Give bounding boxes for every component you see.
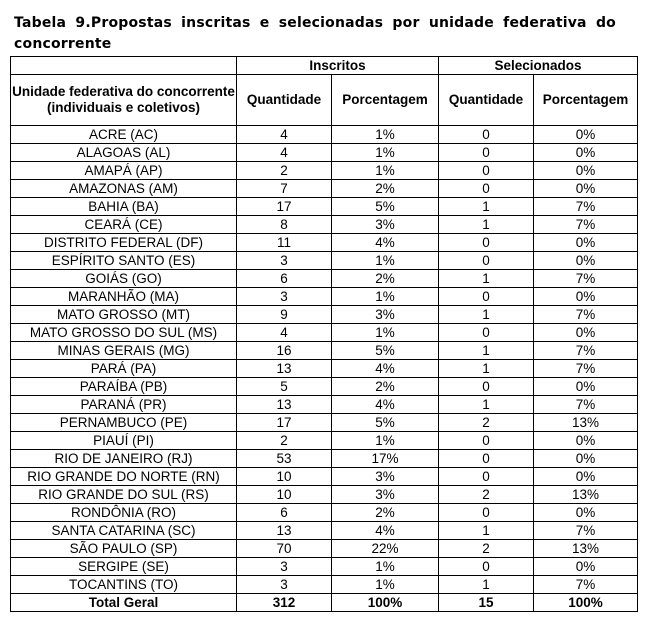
cell-porcentagem-selecionados: 7% bbox=[534, 342, 638, 360]
cell-uf: MARANHÃO (MA) bbox=[11, 288, 237, 306]
cell-quantidade-selecionados: 0 bbox=[439, 252, 534, 270]
cell-porcentagem-inscritos: 2% bbox=[332, 378, 439, 396]
cell-porcentagem-inscritos: 4% bbox=[332, 522, 439, 540]
cell-quantidade-selecionados: 1 bbox=[439, 360, 534, 378]
cell-quantidade-selecionados: 1 bbox=[439, 342, 534, 360]
cell-uf: CEARÁ (CE) bbox=[11, 216, 237, 234]
cell-porcentagem-selecionados: 0% bbox=[534, 180, 638, 198]
table-row bbox=[11, 270, 638, 288]
cell-quantidade-inscritos: 6 bbox=[237, 270, 332, 288]
total-cell-uf: Total Geral bbox=[11, 594, 237, 612]
group-header-row bbox=[11, 57, 638, 75]
cell-uf: GOIÁS (GO) bbox=[11, 270, 237, 288]
cell-porcentagem-inscritos: 5% bbox=[332, 414, 439, 432]
cell-porcentagem-inscritos: 2% bbox=[332, 504, 439, 522]
cell-quantidade-inscritos: 3 bbox=[237, 252, 332, 270]
cell-uf: PIAUÍ (PI) bbox=[11, 432, 237, 450]
cell-quantidade-selecionados: 0 bbox=[439, 468, 534, 486]
cell-quantidade-inscritos: 6 bbox=[237, 504, 332, 522]
cell-quantidade-selecionados: 1 bbox=[439, 270, 534, 288]
cell-quantidade-selecionados: 0 bbox=[439, 180, 534, 198]
cell-quantidade-selecionados: 1 bbox=[439, 198, 534, 216]
cell-quantidade-inscritos: 2 bbox=[237, 162, 332, 180]
cell-quantidade-inscritos: 17 bbox=[237, 414, 332, 432]
cell-porcentagem-inscritos: 5% bbox=[332, 342, 439, 360]
cell-quantidade-inscritos: 13 bbox=[237, 360, 332, 378]
cell-quantidade-selecionados: 2 bbox=[439, 486, 534, 504]
cell-quantidade-inscritos: 53 bbox=[237, 450, 332, 468]
table-row bbox=[11, 162, 638, 180]
cell-uf: RONDÔNIA (RO) bbox=[11, 504, 237, 522]
cell-quantidade-selecionados: 0 bbox=[439, 162, 534, 180]
column-header-quantidade-inscritos: Quantidade bbox=[237, 75, 332, 126]
cell-quantidade-selecionados: 0 bbox=[439, 288, 534, 306]
cell-porcentagem-selecionados: 0% bbox=[534, 468, 638, 486]
cell-quantidade-inscritos: 8 bbox=[237, 216, 332, 234]
cell-porcentagem-inscritos: 1% bbox=[332, 288, 439, 306]
cell-quantidade-inscritos: 16 bbox=[237, 342, 332, 360]
table-row bbox=[11, 468, 638, 486]
table-row bbox=[11, 450, 638, 468]
cell-porcentagem-selecionados: 7% bbox=[534, 306, 638, 324]
cell-quantidade-inscritos: 10 bbox=[237, 486, 332, 504]
cell-porcentagem-inscritos: 1% bbox=[332, 144, 439, 162]
cell-quantidade-selecionados: 1 bbox=[439, 306, 534, 324]
column-header-uf: Unidade federativa do concorrente (individuais e coletivos) bbox=[11, 75, 237, 126]
total-cell-quantidade-inscritos: 312 bbox=[237, 594, 332, 612]
table-row bbox=[11, 180, 638, 198]
table-row bbox=[11, 216, 638, 234]
cell-quantidade-inscritos: 4 bbox=[237, 324, 332, 342]
cell-porcentagem-selecionados: 0% bbox=[534, 126, 638, 144]
column-header-row bbox=[11, 75, 638, 126]
cell-porcentagem-selecionados: 0% bbox=[534, 324, 638, 342]
cell-uf: AMAZONAS (AM) bbox=[11, 180, 237, 198]
cell-quantidade-selecionados: 0 bbox=[439, 234, 534, 252]
cell-quantidade-inscritos: 3 bbox=[237, 576, 332, 594]
cell-quantidade-selecionados: 1 bbox=[439, 216, 534, 234]
cell-quantidade-selecionados: 0 bbox=[439, 126, 534, 144]
cell-porcentagem-inscritos: 2% bbox=[332, 270, 439, 288]
cell-uf: PERNAMBUCO (PE) bbox=[11, 414, 237, 432]
cell-porcentagem-inscritos: 1% bbox=[332, 432, 439, 450]
cell-porcentagem-inscritos: 4% bbox=[332, 396, 439, 414]
cell-uf: RIO GRANDE DO NORTE (RN) bbox=[11, 468, 237, 486]
cell-porcentagem-inscritos: 3% bbox=[332, 486, 439, 504]
empty-header-cell bbox=[11, 57, 237, 75]
total-cell-quantidade-selecionados: 15 bbox=[439, 594, 534, 612]
cell-porcentagem-selecionados: 0% bbox=[534, 504, 638, 522]
cell-quantidade-selecionados: 0 bbox=[439, 432, 534, 450]
cell-porcentagem-inscritos: 3% bbox=[332, 306, 439, 324]
table-row bbox=[11, 324, 638, 342]
cell-porcentagem-inscritos: 5% bbox=[332, 198, 439, 216]
cell-quantidade-inscritos: 7 bbox=[237, 180, 332, 198]
cell-porcentagem-selecionados: 0% bbox=[534, 450, 638, 468]
group-header-inscritos: Inscritos bbox=[237, 57, 439, 75]
table-row bbox=[11, 360, 638, 378]
cell-porcentagem-selecionados: 7% bbox=[534, 270, 638, 288]
table-row bbox=[11, 126, 638, 144]
cell-uf: PARANÁ (PR) bbox=[11, 396, 237, 414]
cell-porcentagem-inscritos: 4% bbox=[332, 360, 439, 378]
cell-porcentagem-inscritos: 4% bbox=[332, 234, 439, 252]
cell-uf: DISTRITO FEDERAL (DF) bbox=[11, 234, 237, 252]
cell-porcentagem-inscritos: 1% bbox=[332, 576, 439, 594]
cell-porcentagem-selecionados: 0% bbox=[534, 288, 638, 306]
table-row bbox=[11, 342, 638, 360]
cell-porcentagem-selecionados: 7% bbox=[534, 396, 638, 414]
cell-porcentagem-inscritos: 3% bbox=[332, 216, 439, 234]
cell-porcentagem-inscritos: 1% bbox=[332, 324, 439, 342]
cell-quantidade-inscritos: 3 bbox=[237, 288, 332, 306]
cell-uf: MINAS GERAIS (MG) bbox=[11, 342, 237, 360]
cell-quantidade-selecionados: 0 bbox=[439, 504, 534, 522]
cell-quantidade-inscritos: 70 bbox=[237, 540, 332, 558]
group-header-selecionados: Selecionados bbox=[439, 57, 638, 75]
table-body bbox=[11, 126, 638, 612]
cell-quantidade-inscritos: 10 bbox=[237, 468, 332, 486]
cell-quantidade-inscritos: 5 bbox=[237, 378, 332, 396]
total-row bbox=[11, 594, 638, 612]
cell-quantidade-selecionados: 1 bbox=[439, 522, 534, 540]
column-header-porcentagem-selecionados: Porcentagem bbox=[534, 75, 638, 126]
cell-porcentagem-inscritos: 1% bbox=[332, 162, 439, 180]
cell-uf: BAHIA (BA) bbox=[11, 198, 237, 216]
cell-uf: AMAPÁ (AP) bbox=[11, 162, 237, 180]
cell-uf: SANTA CATARINA (SC) bbox=[11, 522, 237, 540]
cell-uf: PARÁ (PA) bbox=[11, 360, 237, 378]
cell-uf: PARAÍBA (PB) bbox=[11, 378, 237, 396]
cell-porcentagem-inscritos: 1% bbox=[332, 558, 439, 576]
cell-quantidade-selecionados: 1 bbox=[439, 576, 534, 594]
cell-porcentagem-selecionados: 7% bbox=[534, 360, 638, 378]
cell-quantidade-inscritos: 2 bbox=[237, 432, 332, 450]
cell-porcentagem-inscritos: 17% bbox=[332, 450, 439, 468]
cell-porcentagem-selecionados: 0% bbox=[534, 252, 638, 270]
cell-porcentagem-selecionados: 0% bbox=[534, 558, 638, 576]
cell-quantidade-inscritos: 11 bbox=[237, 234, 332, 252]
cell-quantidade-inscritos: 13 bbox=[237, 396, 332, 414]
cell-quantidade-inscritos: 4 bbox=[237, 126, 332, 144]
cell-quantidade-inscritos: 13 bbox=[237, 522, 332, 540]
cell-porcentagem-inscritos: 1% bbox=[332, 252, 439, 270]
table-row bbox=[11, 504, 638, 522]
cell-porcentagem-inscritos: 1% bbox=[332, 126, 439, 144]
table-row bbox=[11, 378, 638, 396]
cell-quantidade-inscritos: 4 bbox=[237, 144, 332, 162]
table-row bbox=[11, 486, 638, 504]
cell-uf: ACRE (AC) bbox=[11, 126, 237, 144]
cell-porcentagem-selecionados: 7% bbox=[534, 576, 638, 594]
cell-quantidade-selecionados: 0 bbox=[439, 144, 534, 162]
cell-uf: ALAGOAS (AL) bbox=[11, 144, 237, 162]
cell-porcentagem-inscritos: 2% bbox=[332, 180, 439, 198]
cell-quantidade-inscritos: 9 bbox=[237, 306, 332, 324]
cell-uf: MATO GROSSO DO SUL (MS) bbox=[11, 324, 237, 342]
table-row bbox=[11, 252, 638, 270]
cell-porcentagem-selecionados: 13% bbox=[534, 540, 638, 558]
cell-quantidade-selecionados: 2 bbox=[439, 540, 534, 558]
proposals-table bbox=[10, 56, 638, 612]
table-row bbox=[11, 522, 638, 540]
cell-porcentagem-selecionados: 7% bbox=[534, 216, 638, 234]
table-row bbox=[11, 234, 638, 252]
column-header-quantidade-selecionados: Quantidade bbox=[439, 75, 534, 126]
total-cell-porcentagem-selecionados: 100% bbox=[534, 594, 638, 612]
cell-porcentagem-selecionados: 0% bbox=[534, 144, 638, 162]
cell-quantidade-selecionados: 0 bbox=[439, 558, 534, 576]
table-row bbox=[11, 144, 638, 162]
cell-porcentagem-selecionados: 0% bbox=[534, 378, 638, 396]
total-cell-porcentagem-inscritos: 100% bbox=[332, 594, 439, 612]
cell-quantidade-selecionados: 0 bbox=[439, 450, 534, 468]
cell-uf: SERGIPE (SE) bbox=[11, 558, 237, 576]
table-row bbox=[11, 432, 638, 450]
table-row bbox=[11, 198, 638, 216]
cell-uf: MATO GROSSO (MT) bbox=[11, 306, 237, 324]
table-row bbox=[11, 396, 638, 414]
caption-text: Propostas inscritas e selecionadas por unidade federativa do concorrente bbox=[14, 15, 616, 52]
cell-porcentagem-inscritos: 22% bbox=[332, 540, 439, 558]
cell-porcentagem-selecionados: 0% bbox=[534, 162, 638, 180]
cell-quantidade-selecionados: 2 bbox=[439, 414, 534, 432]
cell-quantidade-selecionados: 0 bbox=[439, 324, 534, 342]
cell-quantidade-inscritos: 3 bbox=[237, 558, 332, 576]
cell-uf: RIO GRANDE DO SUL (RS) bbox=[11, 486, 237, 504]
table-row bbox=[11, 288, 638, 306]
cell-porcentagem-selecionados: 13% bbox=[534, 414, 638, 432]
table-row bbox=[11, 558, 638, 576]
cell-uf: RIO DE JANEIRO (RJ) bbox=[11, 450, 237, 468]
table-row bbox=[11, 576, 638, 594]
cell-uf: SÃO PAULO (SP) bbox=[11, 540, 237, 558]
table-caption bbox=[14, 13, 616, 55]
cell-porcentagem-selecionados: 0% bbox=[534, 432, 638, 450]
cell-porcentagem-selecionados: 7% bbox=[534, 522, 638, 540]
cell-quantidade-selecionados: 1 bbox=[439, 396, 534, 414]
cell-uf: ESPÍRITO SANTO (ES) bbox=[11, 252, 237, 270]
cell-porcentagem-selecionados: 13% bbox=[534, 486, 638, 504]
table-row bbox=[11, 414, 638, 432]
cell-uf: TOCANTINS (TO) bbox=[11, 576, 237, 594]
cell-quantidade-selecionados: 0 bbox=[439, 378, 534, 396]
cell-porcentagem-inscritos: 3% bbox=[332, 468, 439, 486]
cell-quantidade-inscritos: 17 bbox=[237, 198, 332, 216]
column-header-porcentagem-inscritos: Porcentagem bbox=[332, 75, 439, 126]
caption-label: Tabela 9. bbox=[14, 15, 91, 31]
table-row bbox=[11, 540, 638, 558]
table-row bbox=[11, 306, 638, 324]
cell-porcentagem-selecionados: 0% bbox=[534, 234, 638, 252]
cell-porcentagem-selecionados: 7% bbox=[534, 198, 638, 216]
